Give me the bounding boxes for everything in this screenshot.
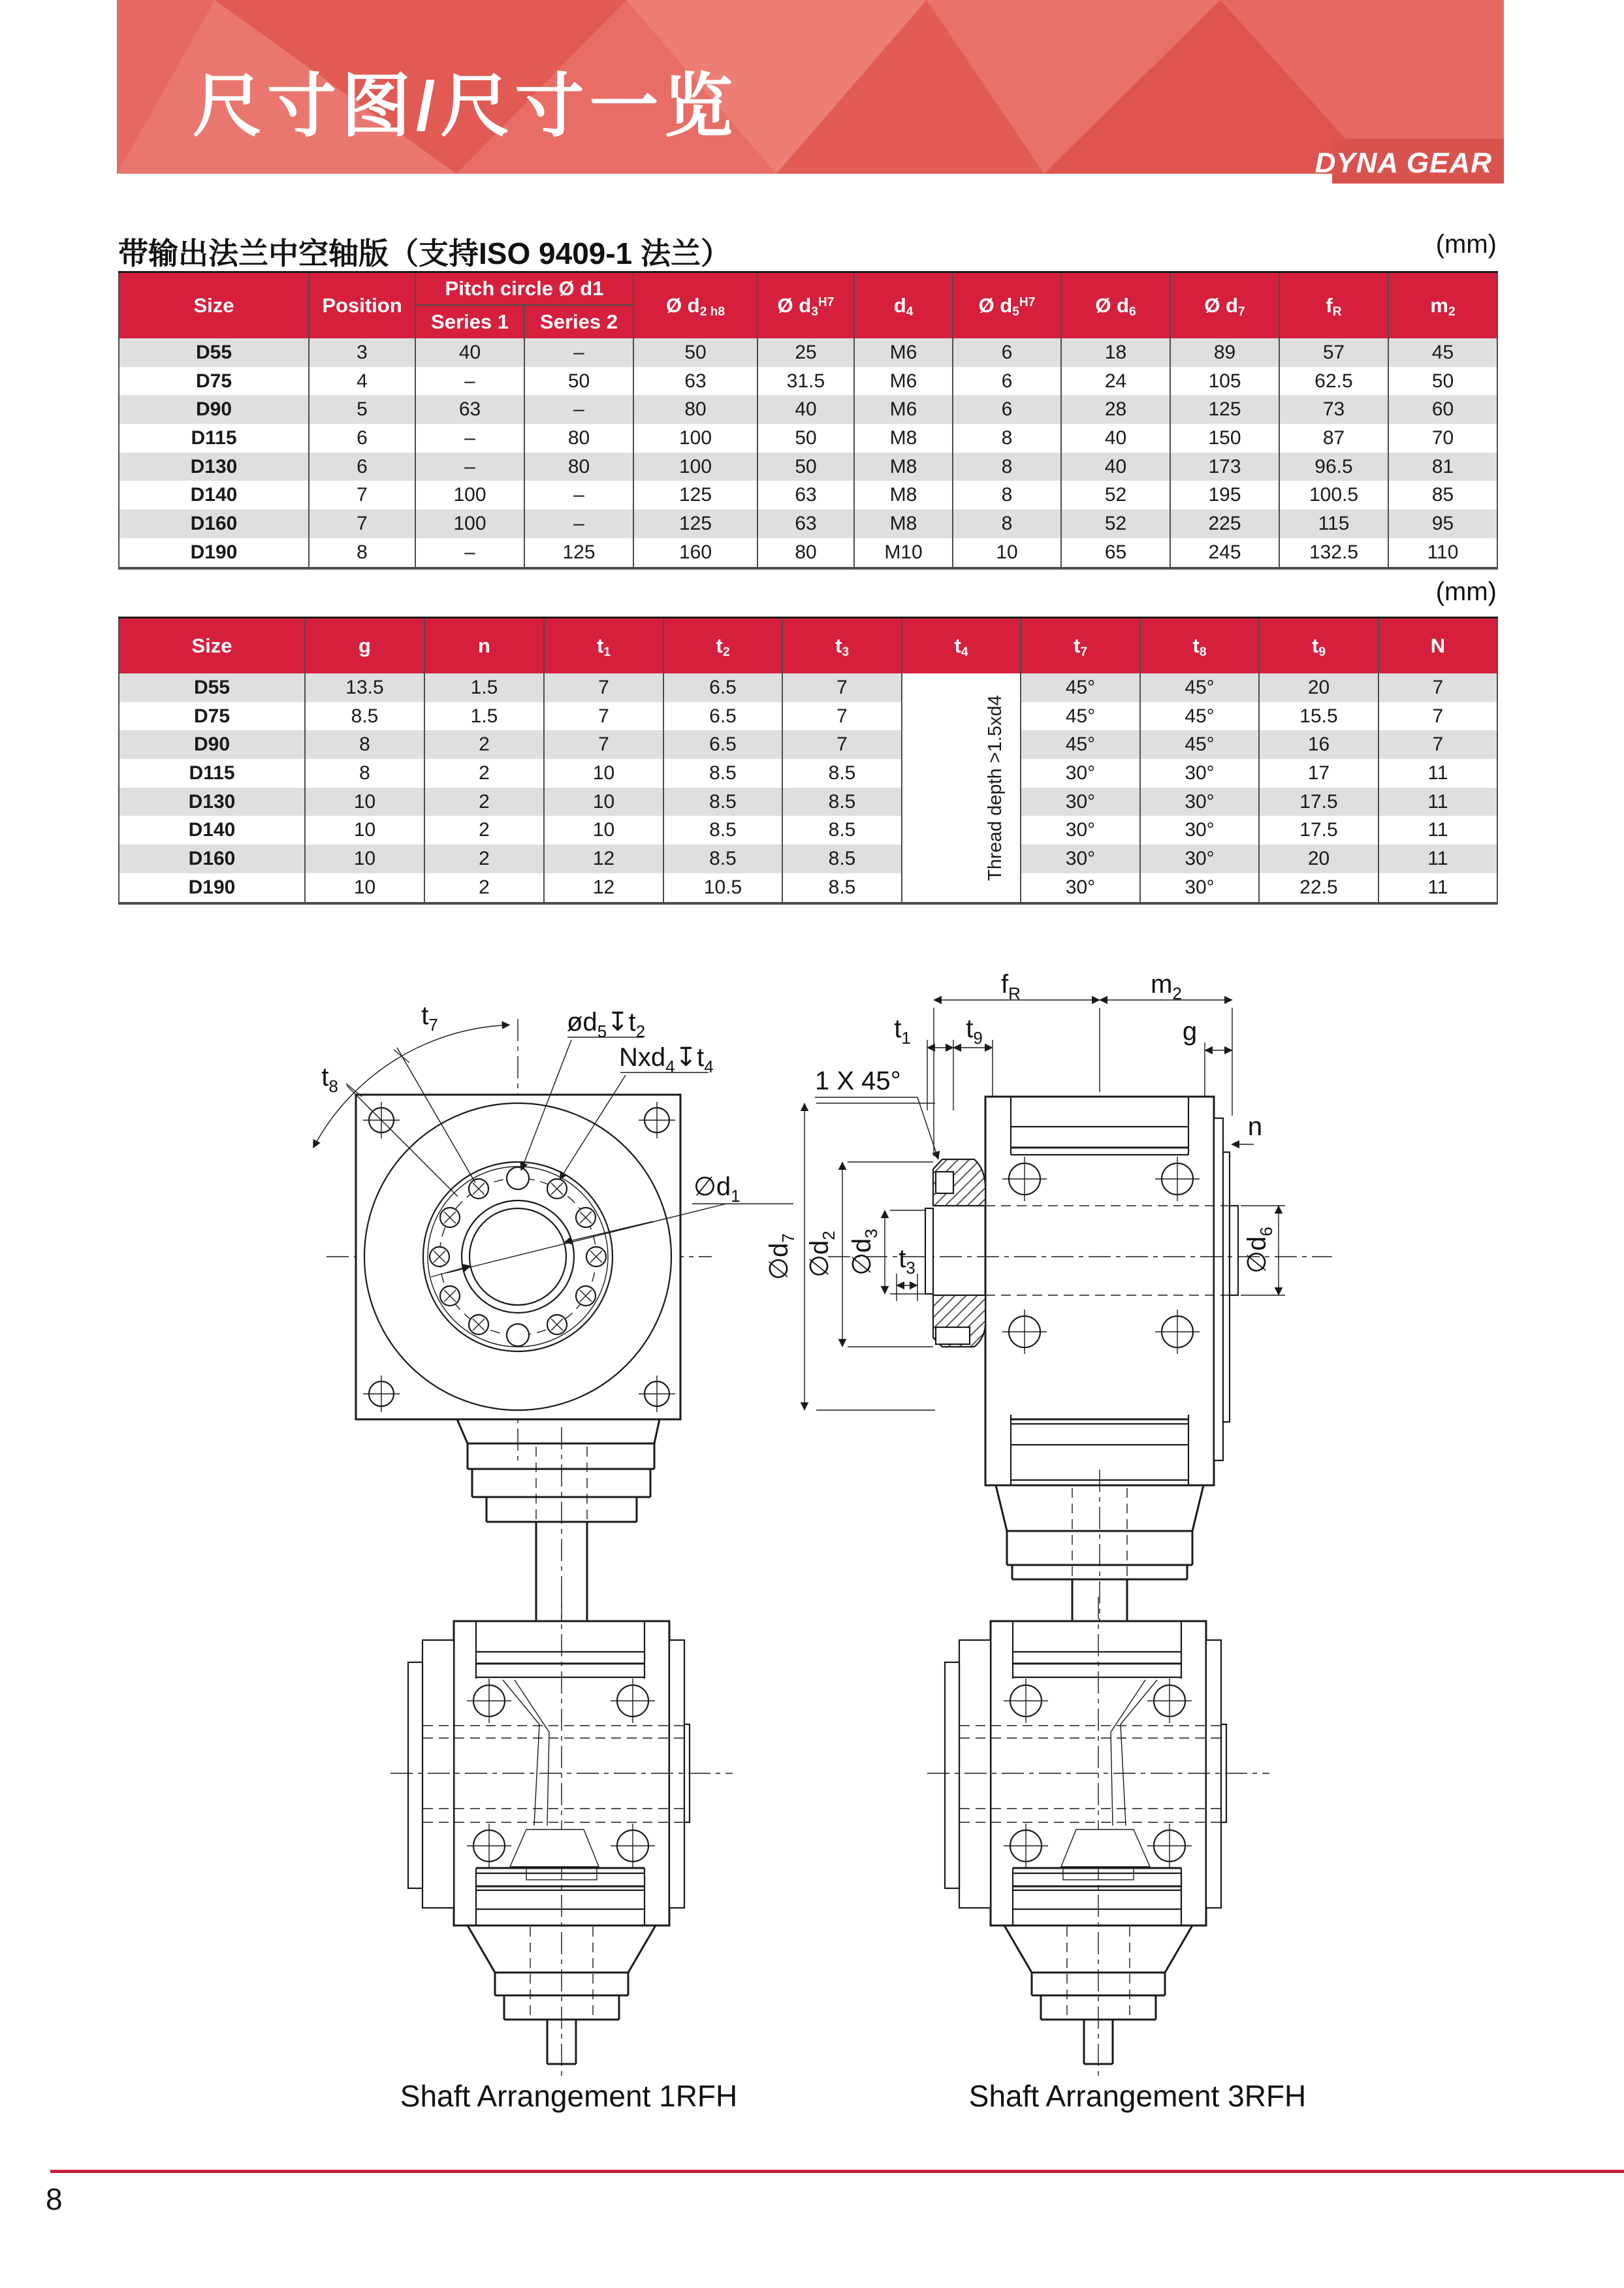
table-cell: 30° (1140, 873, 1259, 903)
table-cell: 30° (1021, 788, 1140, 816)
col-header-series1: Series 1 (415, 305, 524, 338)
col-header-d4: $d_4$ (854, 272, 953, 339)
table-cell: 2 (424, 845, 544, 873)
table-cell: D140 (119, 481, 309, 509)
table-cell: 2 (424, 730, 544, 759)
table-cell: 8.5 (782, 816, 902, 845)
table-cell: 7 (782, 730, 902, 759)
col-header-pitch-circle: Pitch circle Ø d1 (415, 272, 633, 306)
table-cell: 45° (1140, 673, 1259, 702)
col-header-series2: Series 2 (524, 305, 633, 338)
table-cell: 8.5 (663, 788, 782, 816)
table-cell: 8 (309, 538, 415, 568)
table-cell: 10 (544, 816, 663, 845)
table-row (119, 367, 1497, 396)
table-cell: 25 (757, 338, 854, 367)
table-cell: 80 (757, 538, 854, 568)
table-cell: 8 (305, 730, 424, 759)
table-cell: 195 (1170, 481, 1279, 509)
table-cell: 62.5 (1279, 367, 1388, 396)
table-cell: 60 (1388, 395, 1497, 424)
table-cell: D75 (119, 367, 309, 396)
table-cell: 20 (1259, 845, 1378, 873)
table-cell: 125 (524, 538, 633, 568)
table-cell: 8.5 (782, 759, 902, 788)
table-cell: 50 (633, 338, 757, 367)
table-cell: 8.5 (663, 816, 782, 845)
table-cell: 17.5 (1259, 788, 1378, 816)
table-cell: – (415, 424, 524, 453)
table-cell: 8.5 (782, 845, 902, 873)
table-cell: 28 (1061, 395, 1170, 424)
table-cell: 10 (544, 759, 663, 788)
table-cell: 10 (305, 816, 424, 845)
col-header-d3: Ø $d_3^{H7}$ (757, 272, 854, 339)
table-cell: 100.5 (1279, 481, 1388, 509)
table-cell: 8 (953, 509, 1061, 538)
table-cell: 6 (309, 453, 415, 481)
table-cell: M6 (854, 338, 953, 367)
table-row (119, 395, 1497, 424)
t4-note-cell (902, 673, 1021, 903)
table-cell: – (415, 538, 524, 568)
table-cell: – (524, 509, 633, 538)
table-cell: D190 (119, 538, 309, 568)
col-header-m2: $m_2$ (1388, 272, 1497, 339)
col-header-fr: $f_R$ (1279, 272, 1388, 339)
table-cell: 45° (1021, 702, 1140, 731)
table-cell: 8.5 (782, 873, 902, 903)
table-cell: 225 (1170, 509, 1279, 538)
table-cell: 13.5 (305, 673, 424, 702)
page-number: 8 (46, 2182, 63, 2216)
table-cell: 45° (1021, 673, 1140, 702)
dimension-table-1 (118, 271, 1498, 570)
col-header-t1: $t_1$ (544, 618, 663, 674)
table-cell: 6 (953, 338, 1061, 367)
brand-logo: DYNA GEAR (1314, 147, 1492, 179)
table-cell: 12 (544, 873, 663, 903)
col-header-n: n (424, 618, 544, 674)
table-cell: 30° (1140, 816, 1259, 845)
table-cell: D140 (119, 816, 305, 845)
col-header-N: N (1378, 618, 1497, 674)
table-cell: M8 (854, 453, 953, 481)
label-m2: $m_2$ (1151, 970, 1182, 1003)
label-d3: $\emptyset d_3$ (848, 1229, 881, 1276)
table-cell: 115 (1279, 509, 1388, 538)
table-cell: 30° (1140, 788, 1259, 816)
table-cell: 125 (1170, 395, 1279, 424)
table-cell: 50 (757, 424, 854, 453)
table-cell: 45° (1021, 730, 1140, 759)
table-cell: 2 (424, 873, 544, 903)
table-cell: 7 (309, 481, 415, 509)
table-row (119, 453, 1497, 481)
table-cell: 11 (1378, 788, 1497, 816)
table-cell: 40 (415, 338, 524, 367)
table-cell: – (415, 367, 524, 396)
col-header-size: Size (119, 272, 309, 339)
table-row (119, 873, 1497, 903)
table-cell: D190 (119, 873, 305, 903)
table-cell: 110 (1388, 538, 1497, 568)
table-cell: 7 (1378, 673, 1497, 702)
table-cell: 63 (757, 481, 854, 509)
table-cell: 7 (782, 673, 902, 702)
table-cell: 7 (1378, 702, 1497, 731)
table-cell: 30° (1021, 816, 1140, 845)
table-cell: 96.5 (1279, 453, 1388, 481)
table-cell: 85 (1388, 481, 1497, 509)
label-n: n (1247, 1112, 1263, 1141)
table-row (119, 702, 1497, 731)
col-header-size: Size (119, 618, 305, 674)
table-cell: 63 (633, 367, 757, 396)
page-title: 尺寸图/尺寸一览 (193, 68, 739, 145)
table-cell: 6 (953, 367, 1061, 396)
table-cell: 100 (633, 424, 757, 453)
table-cell: M10 (854, 538, 953, 568)
table-cell: M8 (854, 424, 953, 453)
table-cell: 80 (524, 424, 633, 453)
table-cell: 8.5 (663, 845, 782, 873)
table-cell: 8 (953, 481, 1061, 509)
table-cell: 10 (953, 538, 1061, 568)
table-cell: 5 (309, 395, 415, 424)
table-row (119, 538, 1497, 568)
table-cell: D130 (119, 453, 309, 481)
table-cell: 2 (424, 759, 544, 788)
table-cell: 10 (544, 788, 663, 816)
table-cell: 4 (309, 367, 415, 396)
table-cell: 80 (633, 395, 757, 424)
table-cell: 24 (1061, 367, 1170, 396)
table-cell: 18 (1061, 338, 1170, 367)
table-row (119, 759, 1497, 788)
table-cell: 105 (1170, 367, 1279, 396)
table-cell: 7 (544, 702, 663, 731)
table-cell: 7 (309, 509, 415, 538)
col-header-t3: $t_3$ (782, 618, 902, 674)
table-cell: 7 (544, 730, 663, 759)
table-cell: 6.5 (663, 673, 782, 702)
table-cell: 11 (1378, 816, 1497, 845)
table-cell: 57 (1279, 338, 1388, 367)
table-cell: 87 (1279, 424, 1388, 453)
table-cell: 22.5 (1259, 873, 1378, 903)
label-d6: $\emptyset d_6$ (1243, 1227, 1276, 1274)
table-cell: 132.5 (1279, 538, 1388, 568)
caption-shaft-arrangement-1rfh: Shaft Arrangement 1RFH (400, 2079, 738, 2113)
label-d4-depth-callout: $Nxd_4↧t_4$ (619, 1043, 714, 1076)
col-header-t7: $t_7$ (1021, 618, 1140, 674)
table-cell: D55 (119, 338, 309, 367)
table-cell: 30° (1021, 759, 1140, 788)
col-header-d5: Ø $d_5^{H7}$ (953, 272, 1061, 339)
table-cell: 8.5 (782, 788, 902, 816)
unit-label-top: (mm) (1435, 230, 1497, 259)
unit-label-middle: (mm) (1435, 577, 1497, 606)
table-cell: 8.5 (663, 759, 782, 788)
table-cell: 7 (1378, 730, 1497, 759)
table-row (119, 673, 1497, 702)
table-cell: – (415, 453, 524, 481)
col-header-d2: Ø $d_{2 h8}$ (633, 272, 757, 339)
section-title: 带输出法兰中空轴版（支持ISO 9409-1 法兰） (118, 236, 731, 270)
table-cell: 1.5 (424, 673, 544, 702)
col-header-t8: $t_8$ (1140, 618, 1259, 674)
table-cell: 17.5 (1259, 816, 1378, 845)
label-t9: $t_9$ (966, 1014, 983, 1048)
table-cell: 7 (782, 702, 902, 731)
table-cell: 80 (524, 453, 633, 481)
table-cell: D115 (119, 424, 309, 453)
table-cell: 173 (1170, 453, 1279, 481)
dimension-table-2 (118, 617, 1498, 905)
table-cell: 6.5 (663, 702, 782, 731)
table-cell: 8 (305, 759, 424, 788)
table-cell: 125 (633, 509, 757, 538)
table-cell: 3 (309, 338, 415, 367)
caption-shaft-arrangement-3rfh: Shaft Arrangement 3RFH (968, 2079, 1307, 2113)
table-cell: M8 (854, 509, 953, 538)
table-row (119, 424, 1497, 453)
label-g: g (1182, 1017, 1198, 1046)
table-cell: 50 (757, 453, 854, 481)
table-cell: 12 (544, 845, 663, 873)
table-cell: 15.5 (1259, 702, 1378, 731)
table-cell: 70 (1388, 424, 1497, 453)
table-cell: 100 (633, 453, 757, 481)
table-cell: 6.5 (663, 730, 782, 759)
table-cell: 31.5 (757, 367, 854, 396)
table-cell: 16 (1259, 730, 1378, 759)
table-row (119, 845, 1497, 873)
col-header-g: g (305, 618, 424, 674)
col-header-d7: Ø $d_7$ (1170, 272, 1279, 339)
label-t1: $t_1$ (894, 1014, 911, 1048)
label-d2: $\emptyset d_2$ (805, 1231, 838, 1278)
table-cell: M6 (854, 395, 953, 424)
table-cell: 63 (415, 395, 524, 424)
table-row (119, 788, 1497, 816)
table-cell: D90 (119, 395, 309, 424)
table-cell: 95 (1388, 509, 1497, 538)
table-cell: 81 (1388, 453, 1497, 481)
table-cell: 89 (1170, 338, 1279, 367)
label-t7: $t_7$ (421, 1001, 438, 1035)
label-chamfer: 1 X 45° (815, 1067, 901, 1095)
table-cell: 20 (1259, 673, 1378, 702)
table-cell: D90 (119, 730, 305, 759)
table-cell: D115 (119, 759, 305, 788)
table-cell: 45° (1140, 702, 1259, 731)
table-cell: 6 (309, 424, 415, 453)
table-cell: 11 (1378, 759, 1497, 788)
table-cell: 40 (1061, 424, 1170, 453)
technical-drawings (0, 941, 1624, 2097)
table-cell: M8 (854, 481, 953, 509)
table-cell: 52 (1061, 509, 1170, 538)
table-cell: D130 (119, 788, 305, 816)
table-cell: 65 (1061, 538, 1170, 568)
table-cell: 100 (415, 509, 524, 538)
table-cell: 11 (1378, 845, 1497, 873)
col-header-t9: $t_9$ (1259, 618, 1378, 674)
table-cell: 7 (544, 673, 663, 702)
table-cell: 2 (424, 816, 544, 845)
table-cell: D160 (119, 509, 309, 538)
table-row (119, 509, 1497, 538)
table-cell: 30° (1021, 845, 1140, 873)
table-cell: 245 (1170, 538, 1279, 568)
table-cell: M6 (854, 367, 953, 396)
label-t3: $t_3$ (899, 1244, 915, 1278)
table-cell: – (524, 338, 633, 367)
table-cell: 8 (953, 453, 1061, 481)
brand-logo-box (1314, 138, 1504, 184)
table-cell: 8 (953, 424, 1061, 453)
table-cell: 45 (1388, 338, 1497, 367)
table-cell: 63 (757, 509, 854, 538)
table-cell: 30° (1140, 845, 1259, 873)
table-cell: 6 (953, 395, 1061, 424)
col-header-d6: Ø $d_6$ (1061, 272, 1170, 339)
table-cell: 100 (415, 481, 524, 509)
table-cell: 40 (1061, 453, 1170, 481)
table-row (119, 730, 1497, 759)
table-cell: 11 (1378, 873, 1497, 903)
label-d1: $\emptyset d_1$ (693, 1172, 740, 1206)
table-cell: D75 (119, 702, 305, 731)
col-header-t2: $t_2$ (663, 618, 782, 674)
table-cell: 73 (1279, 395, 1388, 424)
t4-note: Thread depth >1.5xd4 (984, 694, 1006, 881)
footer-rule (50, 2170, 1624, 2173)
table-cell: 30° (1140, 759, 1259, 788)
label-d5-depth-callout: $ød_5↧t_2$ (567, 1008, 646, 1041)
table-cell: D160 (119, 845, 305, 873)
table-cell: 50 (524, 367, 633, 396)
table-cell: 10 (305, 845, 424, 873)
table-cell: 30° (1021, 873, 1140, 903)
table-row (119, 816, 1497, 845)
table-cell: 1.5 (424, 702, 544, 731)
table-cell: 8.5 (305, 702, 424, 731)
table-row (119, 481, 1497, 509)
table-cell: 160 (633, 538, 757, 568)
table-cell: 10 (305, 873, 424, 903)
col-header-position: Position (309, 272, 415, 339)
side-view-drawing (765, 970, 1332, 1673)
table-cell: D55 (119, 673, 305, 702)
label-fr: $f_R$ (1001, 970, 1021, 1003)
table-cell: 125 (633, 481, 757, 509)
table-cell: – (524, 395, 633, 424)
table-cell: 10.5 (663, 873, 782, 903)
table-cell: 52 (1061, 481, 1170, 509)
table-cell: 45° (1140, 730, 1259, 759)
label-d7: $\emptyset d_7$ (765, 1233, 798, 1280)
table-row (119, 338, 1497, 367)
table-cell: 17 (1259, 759, 1378, 788)
table-cell: 2 (424, 788, 544, 816)
table-cell: 40 (757, 395, 854, 424)
label-t8: $t_8$ (321, 1063, 338, 1096)
table-cell: 50 (1388, 367, 1497, 396)
col-header-t4: $t_4$ (902, 618, 1021, 674)
table-cell: 10 (305, 788, 424, 816)
table-cell: 150 (1170, 424, 1279, 453)
table-cell: – (524, 481, 633, 509)
